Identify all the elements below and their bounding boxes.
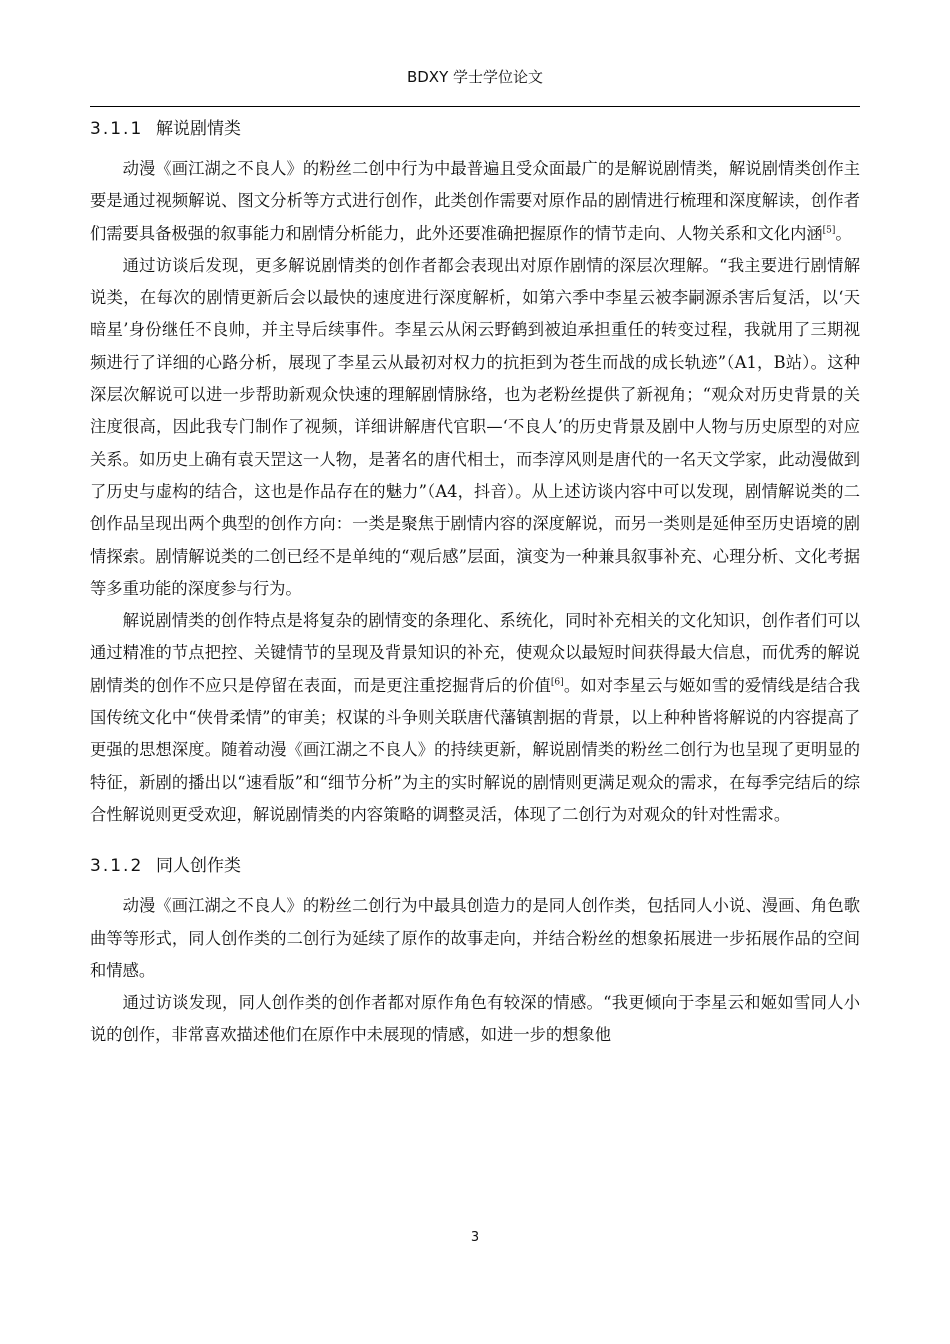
body-paragraph: 动漫《画江湖之不良人》的粉丝二创中行为中最普遍且受众面最广的是解说剧情类，解说剧情类创作主要是通过视频解说、图文分析等方式进行创作，此类创作需要对原作品的剧情进行梳理和深度解读，创作者们需要具备极强的叙事能力和剧情分析能力，此外还要准确把握原作的情节走向、人物关系和文化内涵[5]。 xyxy=(90,159,860,243)
page-number: 3 xyxy=(470,1230,480,1245)
section-title: 解说剧情类 xyxy=(156,119,241,139)
section-number: 3.1.1 xyxy=(90,119,144,139)
header-divider xyxy=(90,106,860,107)
citation-marker: [6] xyxy=(550,677,564,688)
section-title: 同人创作类 xyxy=(156,856,241,877)
section-heading-3-1-1 xyxy=(90,116,860,142)
body-paragraph: 通过访谈发现，同人创作类的创作者都对原作角色有较深的情感。“我更倾向于李星云和姬如雪同人小说的创作，非常喜欢描述他们在原作中未展现的情感，如进一步的想象他 xyxy=(90,993,860,1045)
body-paragraph: 动漫《画江湖之不良人》的粉丝二创行为中最具创造力的是同人创作类，包括同人小说、漫画、角色歌曲等等形式，同人创作类的二创行为延续了原作的故事走向，并结合粉丝的想象拓展进一步拓展作品的空间和情感。 xyxy=(90,896,860,980)
body-paragraph: 通过访谈后发现，更多解说剧情类的创作者都会表现出对原作剧情的深层次理解。“我主要进行剧情解说类，在每次的剧情更新后会以最快的速度进行深度解析，如第六季中李星云被李嗣源杀害后复活，以‘天暗星’身份继任不良帅，并主导后续事件。李星云从闲云野鹤到被迫承担重任的转变过程，我就用了三期视频进行了详细的心路分析，展现了李星云从最初对权力的抗拒到为苍生而战的成长轨迹”（A1，B站）。这种深层次解说可以进一步帮助新观众快速的理解剧情脉络，也为老粉丝提供了新视角；“观众对历史背景的关注度很高，因此我专门制作了视频，详细讲解唐代官职—‘不良人’的历史背景及剧中人物与历史原型的对应关系。如历史上确有袁天罡这一人物，是著名的唐代相士，而李淳风则是唐代的一名天文学家，此动漫做到了历史与虚构的结合，这也是作品存在的魅力”（A4，抖音）。从上述访谈内容中可以发现，剧情解说类的二创作品呈现出两个典型的创作方向：一类是聚焦于剧情内容的深度解说，而另一类则是延伸至历史语境的剧情探索。剧情解说类的二创已经不是单纯的“观后感”层面，演变为一种兼具叙事补充、心理分析、文化考据等多重功能的深度参与行为。 xyxy=(90,255,860,598)
section-number: 3.1.2 xyxy=(90,856,144,877)
section-heading-3-1-2 xyxy=(90,853,860,879)
running-header: BDXY 学士学位论文 xyxy=(406,68,544,86)
page-content xyxy=(90,116,860,1052)
body-paragraph: 解说剧情类的创作特点是将复杂的剧情变的条理化、系统化，同时补充相关的文化知识，创作者们可以通过精准的节点把控、关键情节的呈现及背景知识的补充，使观众以最短时间获得最大信息，而优秀的解说剧情类的创作不应只是停留在表面，而是更注重挖掘背后的价值[6]。如对李星云与姬如雪的爱情线是结合我国传统文化中“侠骨柔情”的审美；权谋的斗争则关联唐代藩镇割据的背景，以上种种皆将解说的内容提高了更强的思想深度。随着动漫《画江湖之不良人》的持续更新，解说剧情类的粉丝二创行为也呈现了更明显的特征，新剧的播出以“速看版”和“细节分析”为主的实时解说的剧情则更满足观众的需求，在每季完结后的综合性解说则更受欢迎，解说剧情类的内容策略的调整灵活，体现了二创行为对观众的针对性需求。 xyxy=(90,611,860,824)
citation-marker: [5] xyxy=(822,225,836,236)
